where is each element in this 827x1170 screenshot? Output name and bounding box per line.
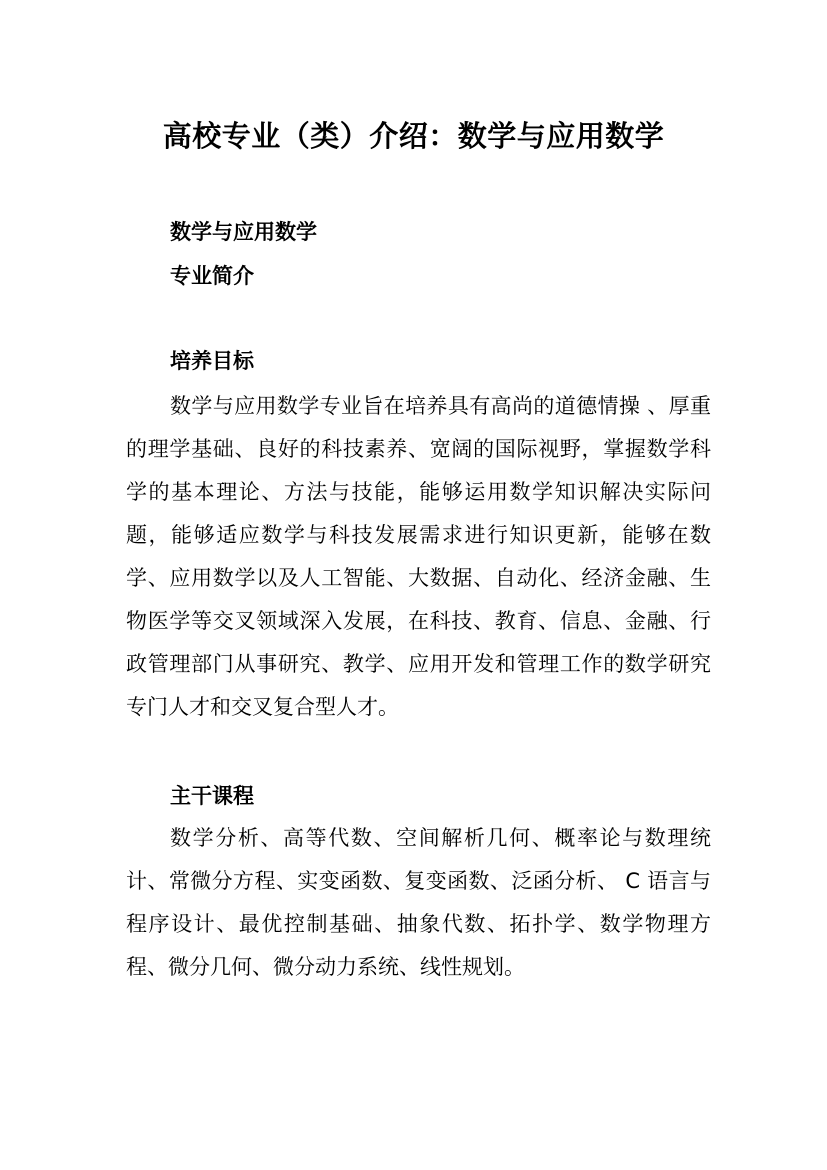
intro-heading: 专业简介 — [170, 264, 254, 288]
major-name-heading: 数学与应用数学 — [170, 220, 317, 244]
goal-paragraph: 数学与应用数学专业旨在培养具有高尚的道德情操 、厚重的理学基础、良好的科技素养、宽阔的国际视野，掌握数学科学的基本理论、方法与技能，能够运用数学知识解决实际问题，能够适应数学与科技发展需求进行知识更新，能够在数学、应用数学以及人工智能、大数据、自动化、经济金融、生物医学等交叉领域深入发展，在科技、教育、信息、金融、行政管理部门从事研究、教学、应用开发和管理工作的数学研究专门人才和交叉复合型人才。 — [126, 394, 711, 719]
goal-heading: 培养目标 — [170, 349, 254, 373]
document-title: 高校专业（类）介绍：数学与应用数学 — [162, 119, 665, 153]
course-heading: 主干课程 — [170, 784, 254, 808]
course-paragraph: 数学分析、高等代数、空间解析几何、概率论与数理统计、常微分方程、实变函数、复变函数、泛函分析、 C 语言与程序设计、最优控制基础、抽象代数、拓扑学、数学物理方程、微分几何、微分动力系统、线性规划。 — [126, 826, 711, 979]
